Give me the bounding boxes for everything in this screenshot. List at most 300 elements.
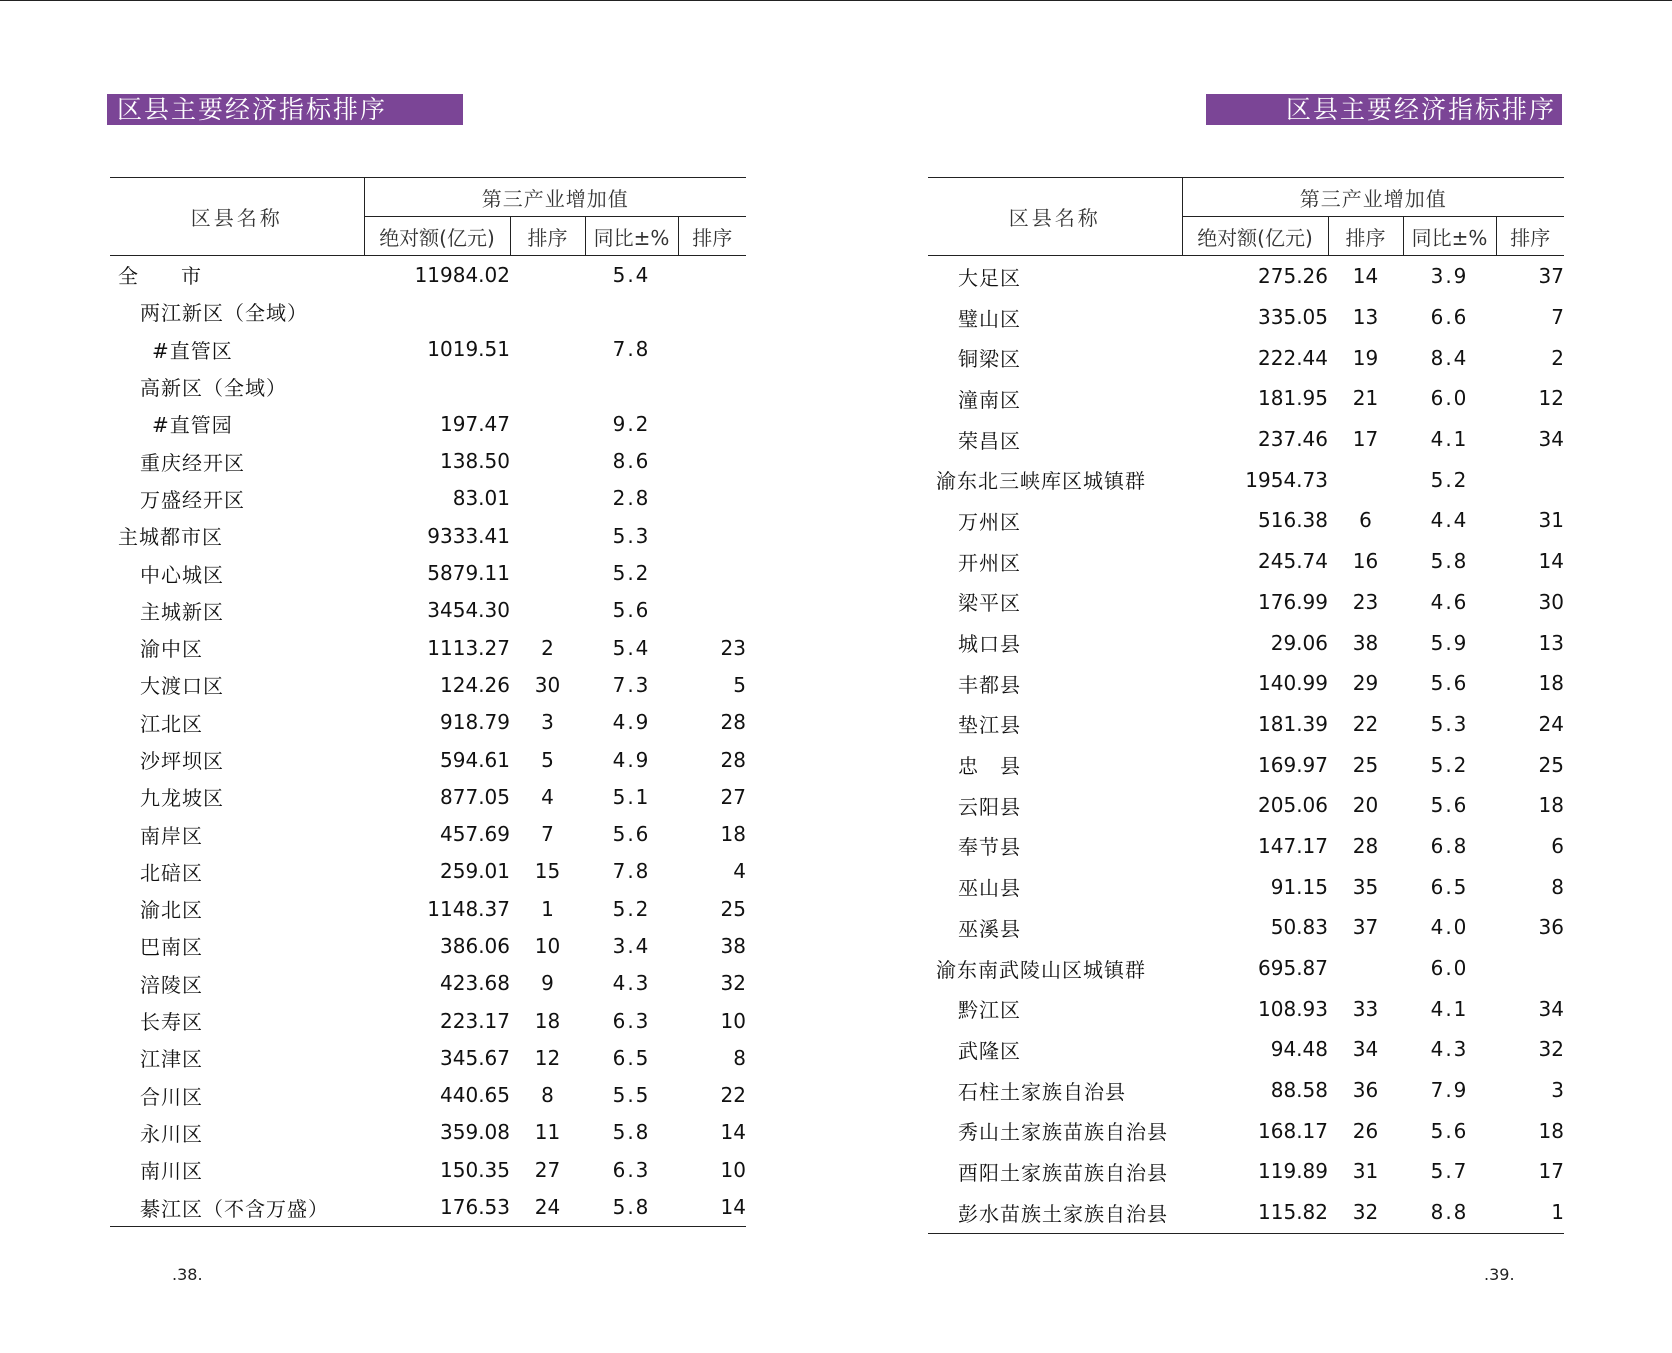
- absolute-amount-cell: [364, 293, 510, 330]
- header-district-name: 区县名称: [928, 178, 1182, 256]
- table-row: [928, 419, 1564, 460]
- absolute-amount-cell: 83.01: [452, 486, 510, 511]
- table-row: [110, 741, 746, 778]
- table-row: [928, 337, 1564, 378]
- absolute-amount-cell: 345.67: [440, 1045, 510, 1070]
- district-name-cell: 大足区: [958, 265, 1021, 290]
- table-row: [928, 500, 1564, 541]
- right-banner-title: 区县主要经济指标排序: [1206, 94, 1562, 125]
- rank-cell: [510, 368, 585, 405]
- yoy-change-cell: 8.6: [612, 449, 651, 474]
- yoy-rank-cell: [678, 592, 746, 629]
- district-name-cell: 璧山区: [958, 306, 1021, 331]
- district-name-cell: 渝东南武陵山区城镇群: [936, 957, 1146, 982]
- yoy-rank-cell: 22: [720, 1083, 746, 1108]
- absolute-amount-cell: 108.93: [1258, 996, 1328, 1021]
- absolute-amount-cell: 245.74: [1258, 549, 1328, 574]
- absolute-amount-cell: 275.26: [1258, 264, 1328, 289]
- yoy-rank-cell: 30: [1538, 589, 1564, 614]
- rank-cell: 6: [1359, 508, 1372, 533]
- absolute-amount-cell: 440.65: [440, 1083, 510, 1108]
- table-row: [928, 541, 1564, 582]
- rank-cell: [510, 442, 585, 479]
- district-name-cell: 垫江县: [958, 713, 1021, 738]
- district-name-cell: 主城新区: [140, 599, 224, 624]
- table-row: [110, 592, 746, 629]
- district-name-cell: 合川区: [140, 1084, 203, 1109]
- yoy-change-cell: 7.3: [612, 672, 651, 697]
- rank-cell: 14: [1352, 264, 1379, 289]
- rank-cell: 36: [1352, 1078, 1379, 1103]
- absolute-amount-cell: 237.46: [1258, 427, 1328, 452]
- yoy-rank-cell: 37: [1538, 264, 1564, 289]
- absolute-amount-cell: 124.26: [440, 672, 510, 697]
- yoy-change-cell: 5.8: [612, 1120, 651, 1145]
- absolute-amount-cell: 147.17: [1258, 833, 1328, 858]
- yoy-change-cell: 7.8: [612, 337, 651, 362]
- right-page: [836, 0, 1672, 1353]
- table-row: [928, 459, 1564, 500]
- yoy-change-cell: 8.4: [1430, 345, 1469, 370]
- absolute-amount-cell: 197.47: [440, 411, 510, 436]
- absolute-amount-cell: 3454.30: [427, 598, 510, 623]
- header-yoy: 同比±%: [585, 217, 678, 256]
- yoy-change-cell: 6.8: [1430, 833, 1469, 858]
- yoy-change-cell: 5.6: [1430, 1118, 1469, 1143]
- absolute-amount-cell: 516.38: [1258, 508, 1328, 533]
- yoy-change-cell: 4.0: [1430, 915, 1469, 940]
- table-row: [928, 785, 1564, 826]
- table-row: [928, 826, 1564, 867]
- yoy-change-cell: 3.4: [612, 933, 651, 958]
- yoy-change-cell: 5.3: [612, 523, 651, 548]
- rank-cell: 4: [541, 784, 554, 809]
- header-absolute-amount: 绝对额(亿元): [1182, 217, 1328, 256]
- absolute-amount-cell: [364, 368, 510, 405]
- district-name-cell: #直管区: [152, 338, 233, 363]
- yoy-change-cell: 4.3: [1430, 1037, 1469, 1062]
- absolute-amount-cell: 423.68: [440, 971, 510, 996]
- table-row: [110, 1114, 746, 1151]
- yoy-change-cell: 4.3: [612, 971, 651, 996]
- yoy-change-cell: 8.8: [1403, 1192, 1496, 1233]
- absolute-amount-cell: 29.06: [1270, 630, 1328, 655]
- yoy-rank-cell: 12: [1538, 386, 1564, 411]
- yoy-rank-cell: 34: [1538, 996, 1564, 1021]
- yoy-change-cell: 5.6: [612, 822, 651, 847]
- table-row: [110, 1002, 746, 1039]
- absolute-amount-cell: 168.17: [1258, 1118, 1328, 1143]
- rank-cell: 33: [1352, 996, 1379, 1021]
- yoy-rank-cell: 18: [1538, 671, 1564, 696]
- yoy-rank-cell: 8: [1551, 874, 1564, 899]
- table-row: [110, 517, 746, 554]
- rank-cell: [510, 405, 585, 442]
- rank-cell: 35: [1352, 874, 1379, 899]
- table-row: [110, 1039, 746, 1076]
- district-name-cell: 江北区: [140, 711, 203, 736]
- rank-cell: 3: [541, 710, 554, 735]
- rank-cell: 38: [1352, 630, 1379, 655]
- right-table-body: [928, 256, 1564, 1234]
- table-row: [928, 378, 1564, 419]
- yoy-rank-cell: [678, 517, 746, 554]
- yoy-change-cell: 9.2: [612, 411, 651, 436]
- district-name-cell: 黔江区: [958, 998, 1021, 1023]
- table-row: [110, 1188, 746, 1226]
- rank-cell: 1: [541, 896, 554, 921]
- yoy-change-cell: [585, 368, 678, 405]
- header-tertiary-industry: 第三产业增加值: [1182, 178, 1564, 217]
- yoy-change-cell: 6.0: [1430, 386, 1469, 411]
- absolute-amount-cell: 94.48: [1270, 1037, 1328, 1062]
- district-name-cell: 万州区: [958, 509, 1021, 534]
- yoy-rank-cell: 7: [1551, 305, 1564, 330]
- district-name-cell: 江津区: [140, 1047, 203, 1072]
- rank-cell: 29: [1352, 671, 1379, 696]
- district-name-cell: 荣昌区: [958, 428, 1021, 453]
- yoy-rank-cell: 18: [1538, 793, 1564, 818]
- yoy-rank-cell: [678, 405, 746, 442]
- table-row: [928, 907, 1564, 948]
- absolute-amount-cell: 150.35: [440, 1157, 510, 1182]
- absolute-amount-cell: 181.95: [1258, 386, 1328, 411]
- yoy-rank-cell: 13: [1538, 630, 1564, 655]
- absolute-amount-cell: 9333.41: [427, 523, 510, 548]
- yoy-change-cell: 5.6: [1430, 793, 1469, 818]
- yoy-rank-cell: 5: [733, 672, 746, 697]
- yoy-change-cell: 5.2: [612, 896, 651, 921]
- rank-cell: 34: [1352, 1037, 1379, 1062]
- district-name-cell: 大渡口区: [140, 674, 224, 699]
- table-row: [110, 965, 746, 1002]
- yoy-rank-cell: [678, 480, 746, 517]
- table-row: [110, 778, 746, 815]
- yoy-change-cell: 5.2: [612, 561, 651, 586]
- district-name-cell: 武隆区: [958, 1038, 1021, 1063]
- yoy-change-cell: 5.1: [612, 784, 651, 809]
- rank-cell: 23: [1352, 589, 1379, 614]
- rank-cell: 31: [1352, 1159, 1379, 1184]
- rank-cell: [510, 293, 585, 330]
- district-name-cell: 九龙坡区: [140, 786, 224, 811]
- header-yoy: 同比±%: [1403, 217, 1496, 256]
- absolute-amount-cell: 223.17: [440, 1008, 510, 1033]
- rank-cell: 30: [534, 672, 561, 697]
- yoy-rank-cell: 3: [1551, 1078, 1564, 1103]
- table-row: [928, 866, 1564, 907]
- absolute-amount-cell: 176.99: [1258, 589, 1328, 614]
- rank-cell: [1328, 948, 1403, 989]
- district-name-cell: 南川区: [140, 1159, 203, 1184]
- table-row: [110, 853, 746, 890]
- yoy-change-cell: 5.7: [1430, 1159, 1469, 1184]
- table-row: [110, 480, 746, 517]
- rank-cell: 26: [1352, 1118, 1379, 1143]
- district-name-cell: 奉节县: [958, 835, 1021, 860]
- yoy-rank-cell: [678, 293, 746, 330]
- absolute-amount-cell: 181.39: [1258, 711, 1328, 736]
- yoy-rank-cell: 23: [720, 635, 746, 660]
- yoy-change-cell: 5.8: [585, 1188, 678, 1226]
- rank-cell: 12: [534, 1045, 561, 1070]
- yoy-change-cell: 4.4: [1430, 508, 1469, 533]
- district-name-cell: 主城都市区: [118, 525, 223, 550]
- table-row: [928, 1151, 1564, 1192]
- district-name-cell: 丰都县: [958, 672, 1021, 697]
- rank-cell: 25: [1352, 752, 1379, 777]
- absolute-amount-cell: 11984.02: [414, 262, 510, 287]
- rank-cell: 27: [534, 1157, 561, 1182]
- absolute-amount-cell: 138.50: [440, 449, 510, 474]
- yoy-change-cell: 4.1: [1430, 427, 1469, 452]
- yoy-rank-cell: 32: [720, 971, 746, 996]
- yoy-rank-cell: 8: [733, 1045, 746, 1070]
- yoy-rank-cell: 18: [720, 822, 746, 847]
- yoy-change-cell: 6.3: [612, 1157, 651, 1182]
- table-row: [928, 948, 1564, 989]
- district-name-cell: 彭水苗族土家族自治县: [928, 1192, 1182, 1233]
- rank-cell: [510, 331, 585, 368]
- yoy-rank-cell: 1: [1496, 1192, 1564, 1233]
- yoy-change-cell: 7.8: [612, 859, 651, 884]
- yoy-rank-cell: 28: [720, 710, 746, 735]
- table-row: [928, 1070, 1564, 1111]
- yoy-rank-cell: [1496, 459, 1564, 500]
- absolute-amount-cell: 50.83: [1270, 915, 1328, 940]
- yoy-rank-cell: 28: [720, 747, 746, 772]
- header-district-name: 区县名称: [110, 178, 364, 256]
- rank-cell: 10: [534, 933, 561, 958]
- table-row: [110, 629, 746, 666]
- right-stat-table: [928, 177, 1564, 1234]
- rank-cell: 19: [1352, 345, 1379, 370]
- yoy-change-cell: 4.6: [1430, 589, 1469, 614]
- district-name-cell: 秀山土家族苗族自治县: [958, 1120, 1168, 1145]
- yoy-rank-cell: 14: [678, 1188, 746, 1226]
- rank-cell: 17: [1352, 427, 1379, 452]
- yoy-rank-cell: 14: [1538, 549, 1564, 574]
- yoy-rank-cell: 17: [1538, 1159, 1564, 1184]
- yoy-change-cell: 5.9: [1430, 630, 1469, 655]
- absolute-amount-cell: 457.69: [440, 822, 510, 847]
- table-row: [928, 663, 1564, 704]
- header-rank: 排序: [510, 217, 585, 256]
- rank-cell: 20: [1352, 793, 1379, 818]
- table-row: [110, 1077, 746, 1114]
- yoy-rank-cell: 34: [1538, 427, 1564, 452]
- absolute-amount-cell: 140.99: [1258, 671, 1328, 696]
- rank-cell: [510, 480, 585, 517]
- district-name-cell: 云阳县: [958, 794, 1021, 819]
- absolute-amount-cell: 259.01: [440, 859, 510, 884]
- absolute-amount-cell: 1113.27: [427, 635, 510, 660]
- rank-cell: 32: [1328, 1192, 1403, 1233]
- rank-cell: 16: [1352, 549, 1379, 574]
- header-absolute-amount: 绝对额(亿元): [364, 217, 510, 256]
- rank-cell: [1328, 459, 1403, 500]
- header-yoy-rank: 排序: [678, 217, 746, 256]
- rank-cell: 8: [541, 1083, 554, 1108]
- yoy-rank-cell: 18: [1538, 1118, 1564, 1143]
- district-name-cell: 两江新区（全域）: [140, 301, 308, 326]
- rank-cell: 21: [1352, 386, 1379, 411]
- yoy-change-cell: 5.2: [1430, 752, 1469, 777]
- yoy-change-cell: 5.4: [612, 635, 651, 660]
- absolute-amount-cell: 1148.37: [427, 896, 510, 921]
- rank-cell: [510, 517, 585, 554]
- header-yoy-rank: 排序: [1496, 217, 1564, 256]
- rank-cell: 11: [534, 1120, 561, 1145]
- left-table-body: [110, 256, 746, 1227]
- yoy-change-cell: 3.9: [1430, 264, 1469, 289]
- district-name-cell: 酉阳土家族苗族自治县: [958, 1160, 1168, 1185]
- yoy-change-cell: 6.3: [612, 1008, 651, 1033]
- yoy-rank-cell: 25: [720, 896, 746, 921]
- yoy-change-cell: 6.0: [1430, 956, 1469, 981]
- table-row: [928, 622, 1564, 663]
- yoy-change-cell: 5.5: [612, 1083, 651, 1108]
- yoy-rank-cell: [678, 331, 746, 368]
- yoy-rank-cell: [678, 442, 746, 479]
- rank-cell: 2: [541, 635, 554, 660]
- absolute-amount-cell: 115.82: [1182, 1192, 1328, 1233]
- rank-cell: [510, 554, 585, 591]
- absolute-amount-cell: 877.05: [440, 784, 510, 809]
- district-name-cell: 万盛经开区: [140, 487, 245, 512]
- yoy-change-cell: 7.9: [1430, 1078, 1469, 1103]
- district-name-cell: 渝中区: [140, 637, 203, 662]
- yoy-change-cell: 2.8: [612, 486, 651, 511]
- yoy-rank-cell: [1496, 948, 1564, 989]
- district-name-cell: 巴南区: [140, 935, 203, 960]
- yoy-change-cell: 4.9: [612, 747, 651, 772]
- district-name-cell: 巫溪县: [958, 916, 1021, 941]
- table-row: [928, 1192, 1564, 1233]
- table-row: [928, 1110, 1564, 1151]
- yoy-rank-cell: 10: [720, 1157, 746, 1182]
- district-name-cell: 北碚区: [140, 860, 203, 885]
- absolute-amount-cell: 176.53: [364, 1188, 510, 1226]
- table-row: [110, 405, 746, 442]
- district-name-cell: 忠 县: [958, 754, 1021, 779]
- absolute-amount-cell: 119.89: [1258, 1159, 1328, 1184]
- absolute-amount-cell: 695.87: [1258, 956, 1328, 981]
- yoy-change-cell: 4.1: [1430, 996, 1469, 1021]
- yoy-rank-cell: 27: [720, 784, 746, 809]
- table-row: [928, 256, 1564, 297]
- table-row: [928, 1029, 1564, 1070]
- table-row: [110, 1151, 746, 1188]
- absolute-amount-cell: 1019.51: [427, 337, 510, 362]
- table-row: [110, 368, 746, 405]
- rank-cell: 13: [1352, 305, 1379, 330]
- yoy-change-cell: 5.6: [612, 598, 651, 623]
- table-row: [928, 582, 1564, 623]
- yoy-change-cell: 5.4: [612, 262, 651, 287]
- absolute-amount-cell: 1954.73: [1245, 467, 1328, 492]
- district-name-cell: 沙坪坝区: [140, 749, 224, 773]
- absolute-amount-cell: 88.58: [1270, 1078, 1328, 1103]
- yoy-rank-cell: 4: [733, 859, 746, 884]
- rank-cell: 18: [534, 1008, 561, 1033]
- rank-cell: 5: [541, 747, 554, 772]
- yoy-rank-cell: 32: [1538, 1037, 1564, 1062]
- absolute-amount-cell: 359.08: [440, 1120, 510, 1145]
- rank-cell: 28: [1352, 833, 1379, 858]
- district-name-cell: 永川区: [140, 1121, 203, 1146]
- district-name-cell: 梁平区: [958, 591, 1021, 616]
- district-name-cell: 全 市: [118, 264, 202, 289]
- table-row: [110, 815, 746, 852]
- district-name-cell: 渝东北三峡库区城镇群: [936, 469, 1146, 494]
- absolute-amount-cell: 918.79: [440, 710, 510, 735]
- table-row: [110, 256, 746, 294]
- district-name-cell: 城口县: [958, 632, 1021, 657]
- district-name-cell: 中心城区: [140, 562, 224, 587]
- absolute-amount-cell: 386.06: [440, 933, 510, 958]
- rank-cell: 7: [541, 822, 554, 847]
- yoy-change-cell: 5.3: [1430, 711, 1469, 736]
- rank-cell: 15: [534, 859, 561, 884]
- table-row: [110, 666, 746, 703]
- absolute-amount-cell: 169.97: [1258, 752, 1328, 777]
- yoy-change-cell: 6.6: [1430, 305, 1469, 330]
- absolute-amount-cell: 91.15: [1270, 874, 1328, 899]
- yoy-change-cell: 5.2: [1430, 467, 1469, 492]
- district-name-cell: 綦江区（不含万盛）: [110, 1188, 364, 1226]
- absolute-amount-cell: 5879.11: [427, 561, 510, 586]
- table-row: [110, 927, 746, 964]
- district-name-cell: 铜梁区: [958, 347, 1021, 372]
- yoy-rank-cell: 31: [1538, 508, 1564, 533]
- left-stat-table: [110, 177, 746, 1227]
- yoy-rank-cell: [678, 368, 746, 405]
- district-name-cell: 石柱土家族自治县: [958, 1079, 1126, 1104]
- yoy-change-cell: 4.9: [612, 710, 651, 735]
- yoy-rank-cell: 6: [1551, 833, 1564, 858]
- table-row: [110, 442, 746, 479]
- yoy-change-cell: 5.6: [1430, 671, 1469, 696]
- rank-cell: 24: [510, 1188, 585, 1226]
- left-banner-title: 区县主要经济指标排序: [107, 94, 463, 125]
- table-row: [110, 293, 746, 330]
- yoy-rank-cell: 25: [1538, 752, 1564, 777]
- yoy-rank-cell: 24: [1538, 711, 1564, 736]
- yoy-rank-cell: 10: [720, 1008, 746, 1033]
- table-row: [110, 890, 746, 927]
- absolute-amount-cell: 335.05: [1258, 305, 1328, 330]
- rank-cell: [510, 592, 585, 629]
- header-tertiary-industry: 第三产业增加值: [364, 178, 746, 217]
- table-row: [110, 704, 746, 741]
- district-name-cell: 涪陵区: [140, 972, 203, 997]
- table-row: [110, 331, 746, 368]
- district-name-cell: 高新区（全域）: [140, 376, 287, 401]
- district-name-cell: 开州区: [958, 550, 1021, 575]
- yoy-rank-cell: [678, 554, 746, 591]
- district-name-cell: 南岸区: [140, 823, 203, 848]
- yoy-rank-cell: 14: [720, 1120, 746, 1145]
- yoy-change-cell: 6.5: [1430, 874, 1469, 899]
- absolute-amount-cell: 594.61: [440, 747, 510, 772]
- left-page-number: .38.: [172, 1265, 203, 1284]
- yoy-change-cell: 6.5: [612, 1045, 651, 1070]
- table-row: [110, 554, 746, 591]
- yoy-rank-cell: [678, 256, 746, 294]
- rank-cell: 9: [541, 971, 554, 996]
- table-row: [928, 988, 1564, 1029]
